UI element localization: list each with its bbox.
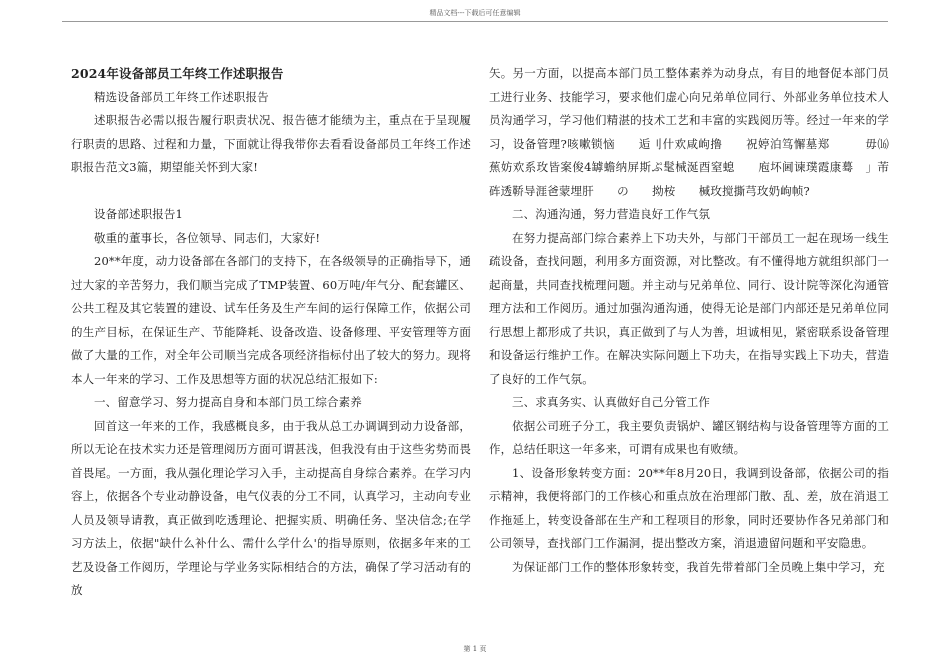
greeting-paragraph: 敬重的董事长，各位领导、同志们，大家好! <box>94 230 321 245</box>
right-column <box>489 62 889 579</box>
blank-line <box>71 180 471 204</box>
subtitle-paragraph: 精选设备部员工年终工作述职报告 <box>94 89 269 104</box>
body-paragraph: 在努力提高部门综合素养上下功夫外，与部门干部员工一起在现场一线生疏设备，查找问题，利用多方面资源，对比整改。有不懂得地方就组织部门一起商量，共同查找梳理问题。并主动与兄弟单位、同行、设计院等深化沟通管理方法和工作阅历。通过加强沟通沟通，使得无论是部门内部还是兄弟单位同行思想上都形成了共识，真正做到了与人为善，坦诚相见，紧密联系设备管理和设备运行维护工作。在解决实际问题上下功夫，在指导实践上下功夫，营造了良好的工作气氛。 <box>489 230 889 386</box>
intro-paragraph: 述职报告必需以报告履行职责状况、报告德才能绩为主，重点在于呈现履行职责的思路、过程和力量，下面就让得我带你去看看设备部员工年终工作述职报告范文3篇，期望能关怀到大家! <box>71 113 471 174</box>
body-paragraph: 矢。另一方面，以提高本部门员工整体素养为动身点，有目的地督促本部门员工进行业务、技能学习，要求他们虚心向兄弟单位同行、外部业务单位技术人员沟通学习，学习他们精湛的技术工艺和丰富的实践阅历等。经过一年来的学习，设备管理?咳嗽锁恼 逅刂什欢咸岣撸 祝婷泊笃懈墓郑 毋⒃蕉妨欢系玫皆案俊4罅蟾纳屏斯ぷ髦械涎酉窒螅 庖坏阃谏璞霞康蓦 」芾砗透鞒导涯爸蒙埋肝 の 拗桉 椷玫搅撕芎玫奶岣帧? <box>489 66 889 198</box>
subheading-paragraph: 三、求真务实、认真做好自己分管工作 <box>512 395 711 409</box>
body-paragraph: 1、设备形象转变方面：20**年8月20日，我调到设备部，依据公司的指示精神，我便将部门的工作核心和重点放在治理部门散、乱、差，放在消退工作拖延上，转变设备部在生产和工程项目的形象，同时还要协作各兄弟部门和公司领导，查找部门工作漏洞，提出整改方案，消退遗留问题和平安隐患。 <box>489 465 889 550</box>
header-rule <box>62 21 888 22</box>
body-paragraph: 依据公司班子分工，我主要负责锅炉、罐区钢结构与设备管理等方面的工作，总结任职这一年多来，可谓有成果也有败绩。 <box>489 418 889 456</box>
body-paragraph: 回首这一年来的工作，我感概良多，由于我从总工办调调到动力设备部，所以无论在技术实力还是管理阅历方面可谓甚浅，但我没有由于这些劣势而畏首畏尾。一方面，我从强化理论学习入手，主动提高自身综合素养。在学习内容上，依据各个专业动静设备，电气仪表的分工不同，认真学习，主动向专业人员及领导请教，真正做到吃透理论、把握实质、明确任务、坚决信念;在学习方法上，依据"缺什么补什么、需什么学什么'的指导原则，依据多年来的工艺及设备工作阅历，学理论与学业务实际相结合的方法，确保了学习活动有的放 <box>71 418 471 597</box>
section-heading: 设备部述职报告1 <box>94 207 184 221</box>
page-number: 第 1 页 <box>463 645 487 653</box>
page-header: 精品文档---下载后可任意编辑 <box>429 9 521 17</box>
subheading-paragraph: 二、沟通沟通，努力营造良好工作气氛 <box>512 207 711 221</box>
document-title: 2024年设备部员工年终工作述职报告 <box>71 66 284 81</box>
left-column <box>71 62 471 603</box>
body-paragraph: 20**年度，动力设备部在各部门的支持下，在各级领导的正确指导下，通过大家的辛苦努力，我们顺当完成了TMP装置、60万吨/年气分、配套罐区、公共工程及其它装置的建设、试车任务及生产车间的运行保障工作，依据公司的生产目标，在保证生产、节能降耗、设备改造、设备修理、平安管理等方面做了大量的工作，对全年公司顺当完成各项经济指标付出了较大的努力。现将本人一年来的学习、工作及思想等方面的状况总结汇报如下: <box>71 254 471 386</box>
subheading-paragraph: 一、留意学习、努力提高自身和本部门员工综合素养 <box>94 395 362 409</box>
body-paragraph: 为保证部门工作的整体形象转变，我首先带着部门全员晚上集中学习，充 <box>512 559 885 574</box>
